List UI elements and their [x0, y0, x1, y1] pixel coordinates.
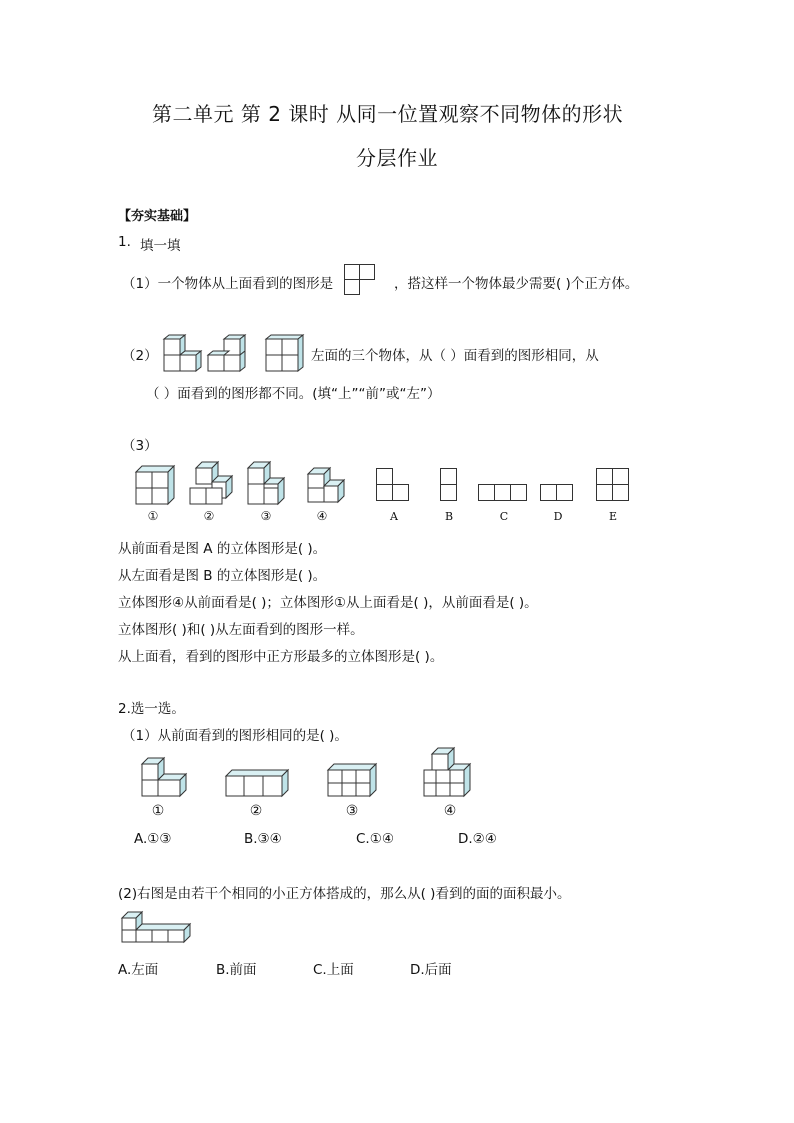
- page-subtitle: 分层作业: [356, 146, 438, 170]
- view-label: C: [499, 510, 509, 523]
- q1-part2-text: 左面的三个物体，从（ ）面看到的图形相同，从: [311, 348, 599, 364]
- solid-label: ③: [260, 509, 272, 523]
- q2-part2-option-b: B.前面: [216, 962, 257, 978]
- section-heading: 【夯实基础】: [118, 209, 197, 224]
- q2-shape-3-figure: [328, 764, 378, 796]
- q1-line: 从前面看是图 A 的立体图形是( )。: [118, 541, 327, 557]
- solid-1-figure: [136, 466, 176, 504]
- shape-label: ②: [249, 803, 263, 819]
- q2-option-d: D.②④: [458, 831, 497, 847]
- q2-heading: 2.选一选。: [118, 701, 185, 717]
- q1-heading: 填一填: [140, 238, 181, 254]
- top-view-figure: [344, 264, 378, 298]
- q2-shape-4-figure: [424, 748, 472, 796]
- view-b-figure: [440, 468, 460, 502]
- three-solids-figure: [162, 333, 307, 371]
- q1-part1-rest: ，搭这样一个物体最少需要( )个正方体。: [394, 276, 639, 292]
- q1-line: 从上面看，看到的图形中正方形最多的立体图形是( )。: [118, 649, 444, 665]
- solid-3-figure: [246, 462, 286, 504]
- q1-part2-label: （2）: [122, 348, 158, 364]
- solid-2-figure: [190, 462, 234, 504]
- view-label: D: [553, 510, 563, 523]
- q1-part3-label: （3）: [122, 438, 158, 454]
- view-c-figure: [478, 484, 530, 504]
- q2-part1-text: （1）从前面看到的图形相同的是( )。: [122, 728, 348, 744]
- page-title: 第二单元 第 2 课时 从同一位置观察不同物体的形状: [152, 102, 624, 126]
- q1-part2-line2: （ ）面看到的图形都不同。(填“上”“前”或“左”）: [146, 386, 441, 402]
- view-label: E: [608, 510, 618, 523]
- q2-shape-2-figure: [226, 770, 290, 796]
- q1-line: 立体图形④从前面看是( )；立体图形①从上面看是( )，从前面看是( )。: [118, 595, 538, 611]
- view-e-figure: [596, 468, 632, 502]
- q1-part1-text: （1）一个物体从上面看到的图形是: [122, 276, 334, 292]
- q2-option-c: C.①④: [356, 831, 394, 847]
- solid-label: ②: [203, 509, 215, 523]
- shape-label: ①: [151, 803, 165, 819]
- shape-label: ③: [345, 803, 359, 819]
- solid-label: ④: [316, 509, 328, 523]
- view-label: B: [444, 510, 454, 523]
- q2-shape-1-figure: [142, 758, 192, 796]
- q2-option-b: B.③④: [244, 831, 282, 847]
- q2-part2-option-d: D.后面: [410, 962, 452, 978]
- q2-part2-figure: [120, 912, 194, 944]
- q2-part2-text: (2)右图是由若干个相同的小正方体搭成的，那么从( )看到的面的面积最小。: [118, 886, 571, 902]
- view-d-figure: [540, 484, 576, 504]
- view-label: A: [390, 510, 398, 523]
- solid-4-figure: [302, 468, 346, 504]
- q2-option-a: A.①③: [134, 831, 172, 847]
- q1-number: 1.: [118, 234, 131, 250]
- q1-line: 从左面看是图 B 的立体图形是( )。: [118, 568, 327, 584]
- q1-line: 立体图形( )和( )从左面看到的图形一样。: [118, 622, 364, 638]
- view-a-figure: [376, 468, 412, 502]
- q2-part2-option-c: C.上面: [313, 962, 354, 978]
- solid-label: ①: [147, 509, 159, 523]
- shape-label: ④: [443, 803, 457, 819]
- q2-part2-option-a: A.左面: [118, 962, 159, 978]
